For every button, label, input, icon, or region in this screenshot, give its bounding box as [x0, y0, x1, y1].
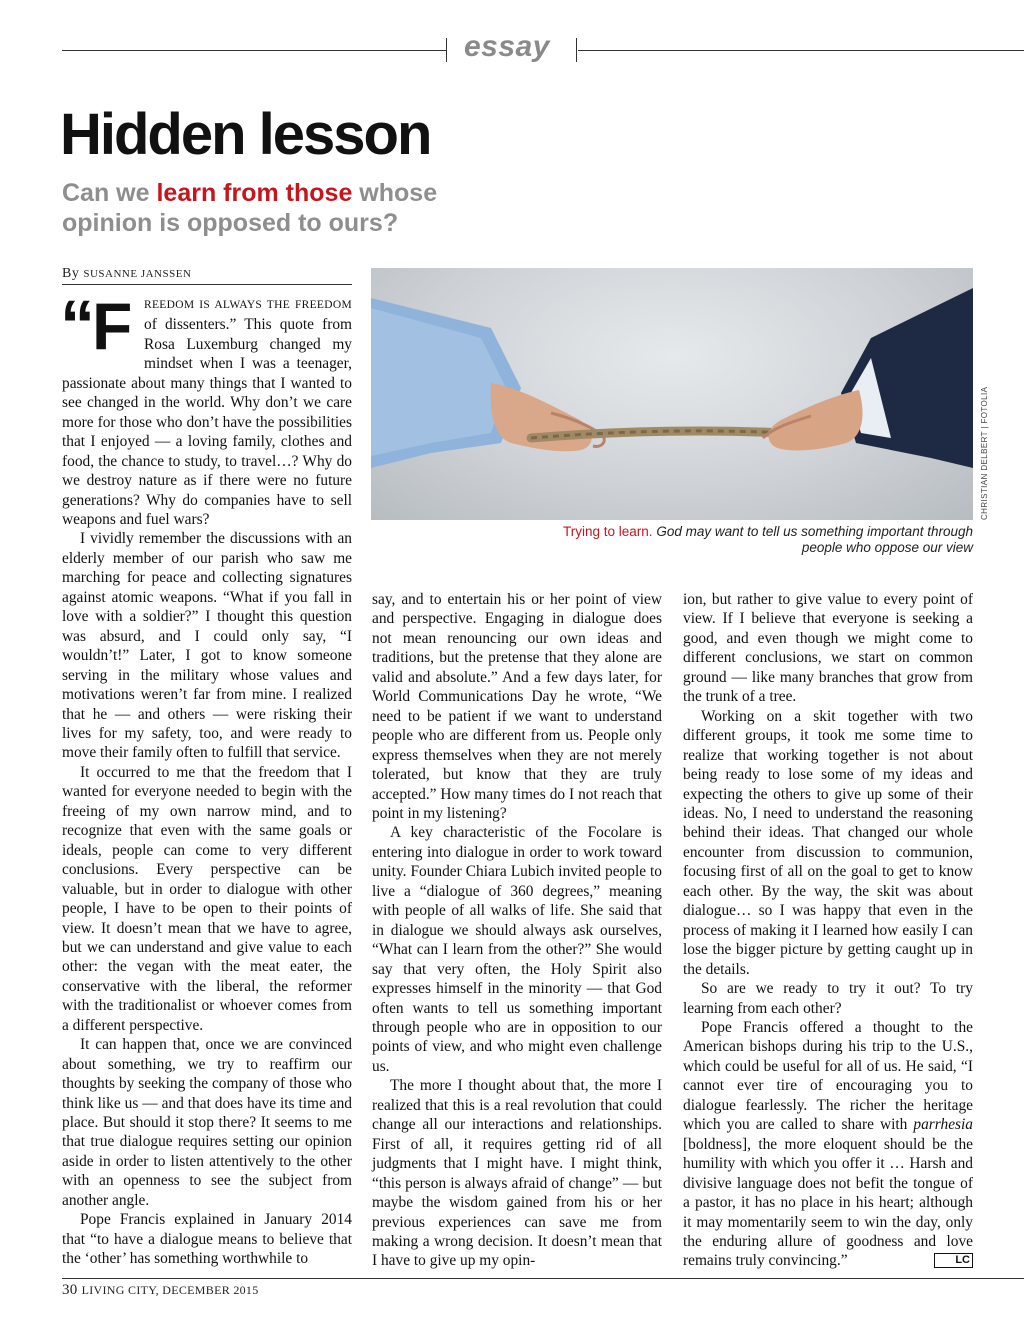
paragraph-10-italic: parrhesia [913, 1116, 973, 1134]
byline [62, 266, 352, 285]
paragraph-5-start: Pope Francis explained in January 2014 that “to have a dialogue means to believe that the ‘other’ has something worthwhile to [62, 1211, 352, 1268]
deck-text-end: whose opinion is opposed to ours? [62, 179, 438, 237]
photo-caption [560, 524, 973, 556]
lead-in: REEDOM IS ALWAYS THE FREEDOM [144, 299, 352, 311]
right-hand [769, 390, 863, 450]
section-header [62, 30, 1024, 66]
paragraph-7-continued: ion, but rather to give value to every point of view. If I believe that everyone is seeking a good, and even though we might come to different conclusions, we start on common ground — like many branches that grow from the trunk of a tree. [683, 591, 973, 706]
paragraph-6: A key characteristic of the Focolare is entering into dialogue in order to work toward unity. Founder Chiara Lubich invited people to live a “dialogue of 360 degrees,” meaning with people of all walks of life. She said that in dialogue we should always ask ourselves, “What can I learn from the other?” She would say that very often, the Holy Spirit also expresses himself in the minority — that God often wants to tell us something important through people who are in opposition to our points of view, and who might even challenge us. [372, 824, 662, 1075]
folio [62, 1282, 259, 1299]
deck-highlight: learn from those [156, 179, 353, 207]
section-tick-right [576, 38, 577, 62]
photo-credit: CHRISTIAN DELBERT | FOTOLIA [980, 386, 989, 520]
footer-rule [62, 1278, 1024, 1279]
section-tick-left [446, 38, 447, 62]
paragraph-9: So are we ready to try it out? To try learning from each other? [683, 980, 973, 1017]
caption-body: God may want to tell us something important through people who oppose our view [656, 524, 973, 555]
paragraph-10 [683, 1018, 973, 1271]
paragraph-10-text-end: [boldness], the more eloquent should be the humility with which you offer it … Harsh and divisive language does not befit the tongue of a pastor, it has no place in his heart; although it may momentarily seem to win the day, only the enduring allure of goodness and love remains truly convincing.” [683, 1135, 973, 1270]
drop-cap [60, 286, 144, 364]
section-rule-right [578, 50, 1024, 51]
page-number: 30 [62, 1282, 78, 1298]
publication-name: LIVING CITY, DECEMBER 2015 [81, 1283, 259, 1297]
byline-author: SUSANNE JANSSEN [83, 268, 192, 280]
text-column-3 [683, 590, 973, 1271]
section-rule-left [62, 50, 446, 51]
drop-cap-quote: “ [60, 286, 95, 364]
paragraph-2: I vividly remember the discussions with an elderly member of our parish who saw me marching for peace and collecting signatures against atomic weapons. “What if you fall in love with a soldier?” I thought this question was absurd, and I could only say, “I wouldn’t!” Later, I got to know someone serving in the military whose values and motivations weren’t far from mine. I realized that he — and others — were risking their lives for my safety, too, and were ready to move their family often to fulfill that service. [62, 530, 352, 762]
paragraph-7-start: The more I thought about that, the more I realized that this is a real revolution that could change all our interactions and relationships. First of all, it requires getting rid of all judgments that I might have. I might think, “this person is always afraid of change” — but maybe the wisdom gained from his or her previous experiences can save me from making a wrong decision. It doesn’t mean that I have to give up my opin- [372, 1077, 662, 1270]
paragraph-1-text: of dissenters.” This quote from Rosa Luxemburg changed my mindset when I was a teenager, passionate about many things that I wanted to see changed in the world. Why don’t we care more for those who don’t have the possibilities that I enjoyed — a loving family, clothes and food, the chance to study, to travel…? Why do we destroy nature as if there were no future generations? Why do companies have to sell weapons and fuel wars? [62, 316, 352, 528]
text-column-2 [372, 590, 662, 1271]
paragraph-8: Working on a skit together with two different groups, it took me some time to realize that working together is not about being ready to lose some of my ideas and expecting the others to give up some of their ideas. No, I need to understand the reasoning behind their ideas. That changed our whole encounter from discussion to communion, focusing first of all on the goal to get to know each other. By the way, the skit was about dialogue… so I was happy that even in the process of making it I learned how easily I can lose the bigger picture by getting caught up in the details. [683, 707, 973, 978]
byline-by: By [62, 266, 80, 281]
article-photo [371, 268, 973, 520]
section-label: essay [464, 30, 550, 63]
drop-cap-letter: F [92, 289, 133, 363]
end-mark-icon: LC [934, 1253, 973, 1268]
text-column-1 [60, 286, 352, 1269]
paragraph-10-text-start: Pope Francis offered a thought to the American bishops during his trip to the U.S., which could be useful for all of us. He said, “I cannot ever tire of encouraging you to dialogue fearlessly. The richer the heritage which you are called to share with [683, 1018, 973, 1134]
article-title: Hidden lesson [60, 102, 431, 167]
paragraph-4: It can happen that, once we are convinced about something, we try to reaffirm our thoughts by seeking the company of those who think like us — and that does have its time and place. But should it stop there? It seems to me that true dialogue requires setting our opinion aside in order to listen attentively to the other with an openness to see the subject from another angle. [62, 1036, 352, 1209]
paragraph-3: It occurred to me that the freedom that I wanted for everyone needed to begin with the freeing of my own narrow mind, and to recognize that even with the same goals or ideals, people can come to very different conclusions. Every perspective can be valuable, but in order to dialogue with other people, I have to be open to their points of view. It doesn’t mean that we have to agree, but we can understand and give value to each other: the vegan with the meat eater, the conservative with the liberal, the reformer with the traditionalist or whoever comes from a different perspective. [62, 763, 352, 1034]
paragraph-1 [60, 286, 352, 529]
article-deck [62, 178, 502, 238]
caption-lead: Trying to learn. [563, 524, 653, 539]
deck-text-start: Can we [62, 179, 157, 207]
tug-of-war-illustration [371, 268, 973, 520]
paragraph-5-continued: say, and to entertain his or her point of view and perspective. Engaging in dialogue does not mean renouncing our own ideas and traditions, but the pretense that they alone are valid and absolute.” And a few days later, for World Communications Day he wrote, “We need to be patient if we want to understand people who are different from us. People only express themselves when they are not merely tolerated, but know that they are truly accepted.” How many times do I not reach that point in my listening? [372, 591, 662, 822]
